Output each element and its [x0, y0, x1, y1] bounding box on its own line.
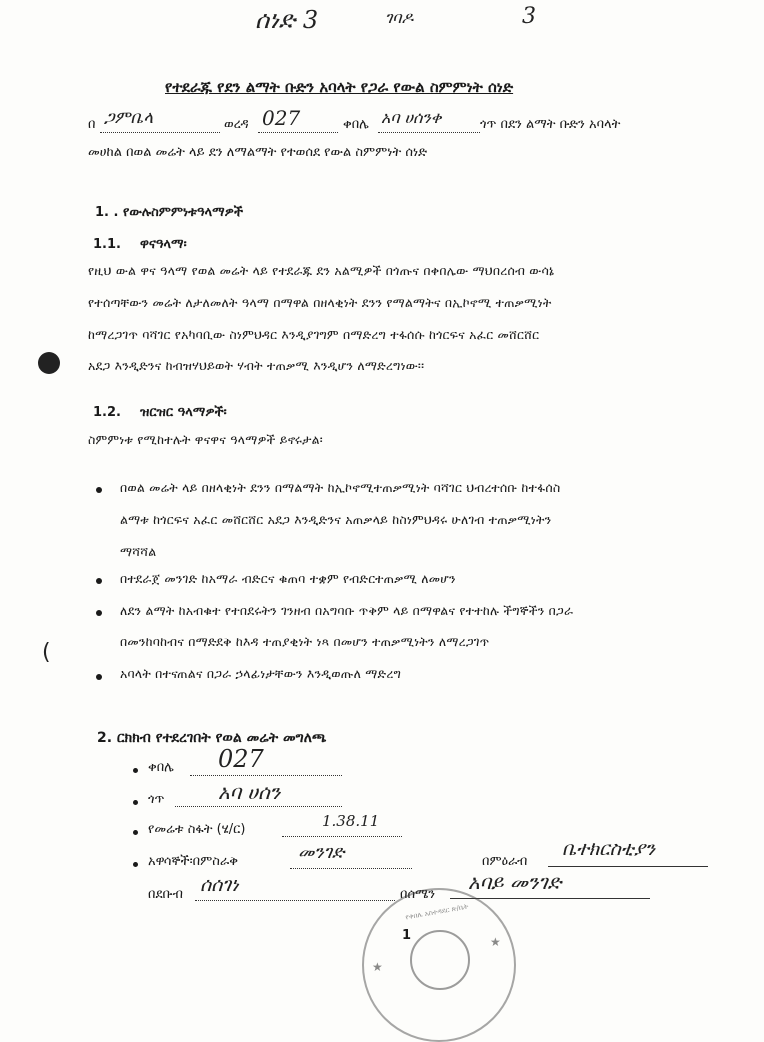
- stamp-text: የቀበሌ አስተዳደር ጽ/ቤት: [404, 902, 470, 922]
- sub2-number: 1.2.: [93, 405, 121, 420]
- item-got-line: [175, 806, 342, 807]
- bullet-dot: [133, 800, 138, 805]
- item-south-value: ሰሰገነ: [200, 874, 239, 896]
- bullet-dot: [96, 578, 102, 584]
- item-got-label: ጎጥ: [148, 792, 165, 807]
- woreda-value: 027: [262, 106, 301, 130]
- punch-hole: [38, 352, 60, 374]
- stamp-star-icon: ★: [490, 935, 501, 949]
- sub1-number: 1.1.: [93, 237, 121, 252]
- item-kebele-value: 027: [218, 745, 264, 773]
- bullet-2-line-1: በተደራጀ መንገድ ከአማራ ብድርና ቁጠባ ተቋም የብድርተጠቃሚ ለመሆን: [120, 571, 456, 586]
- bullet-dot: [96, 674, 102, 680]
- zone-value: ጋምቤላ: [104, 108, 154, 128]
- bullet-dot: [96, 487, 102, 493]
- item-area-label: የመሬቱ ስፋት (ሄ/ር): [148, 822, 246, 837]
- bullet-dot: [96, 610, 102, 616]
- sub1-line-1: የዚህ ውል ዋና ዓላማ የወል መሬት ላይ የተደራጁ ደን አልሚዎች በጎጡና በቀበሌው ማህበረሰብ ውሳኔ: [88, 263, 555, 278]
- item-south-line: [195, 900, 395, 901]
- intro-line-2: መሀከል በወል መሬት ላይ ደን ለማልማት የተወሰደ የውል ስምምነት ሰነድ: [88, 145, 428, 160]
- bullet-3-line-1: ለደን ልማት ከአብቁተ የተበደሩትን ገንዘብ በአግባቡ ጥቅም ላይ በማዋልና የተተከሉ ችግኞችን በጋራ: [120, 603, 574, 618]
- section2-heading: 2. ርክክብ የተደረገበት የወል መሬት መግለጫ: [97, 730, 327, 746]
- sub1-line-3: ከማረጋገጥ ባሻገር የአካባቢው ስነምህዳር እንዲያገግም በማድረግ ተፋሰሱ ከጎርፍና አፈር መሸርሸር: [88, 327, 540, 342]
- item-north-value: አባይ መንገድ: [468, 870, 562, 894]
- document-title: የተደራጁ የደን ልማት ቡድን አባላት የጋራ የውል ስምምነት ሰነድ: [165, 78, 514, 96]
- intro-prefix: በ: [88, 117, 96, 132]
- top-note-right: 3: [522, 4, 536, 29]
- zone-fill-line: [100, 132, 220, 133]
- item-boundaries-label: አዋሳኞች፡በምስራቅ: [148, 854, 238, 869]
- scan-mark: (: [42, 640, 51, 665]
- sub1-line-4: አደጋ እንዲድንና ከብዝሃህይወት ሃብት ተጠቃሚ እንዲሆን ለማድረግነው፡፡: [88, 358, 425, 373]
- item-kebele-label: ቀበሌ: [148, 760, 174, 775]
- page-number: 1: [402, 928, 412, 943]
- bullet-3-line-2: በመንከባከብና በማድደቅ ከእዳ ተጠያቂነት ነጻ በመሆን ተጠቃሚነትን ለማረጋገጥ: [120, 634, 490, 649]
- sub2-intro: ስምምነቱ የሚከተሉት ዋናዋና ዓላማዎች ይኖሩታል፡: [88, 432, 323, 447]
- sub1-line-2: የተሰጣቸውን መሬት ለታለመለት ዓላማ በማዋል በዘላቂነት ደንን የማልማትና በኢኮኖሚ ተጠቃሚነት: [88, 295, 552, 310]
- kebele-fill-line: [378, 132, 480, 133]
- top-note-left: ሰነድ 3: [255, 6, 319, 34]
- bullet-1-line-3: ማሻሻል: [120, 544, 157, 559]
- bullet-4-line-1: አባላት በተናጠልና በጋራ ኃላፊነታቸውን እንዲወጡለ ማድረግ: [120, 666, 402, 681]
- item-south-label: በደቡብ: [148, 887, 183, 902]
- item-got-value: አባ ሀሰን: [218, 780, 281, 804]
- stamp-star-icon: ★: [372, 960, 383, 974]
- item-west-line: [548, 866, 708, 867]
- top-note-middle: ገባዶ: [385, 8, 414, 27]
- woreda-label: ወረዳ: [224, 117, 249, 132]
- bullet-dot: [133, 768, 138, 773]
- woreda-fill-line: [258, 132, 338, 133]
- kebele-value: አባ ሀሰንቀ: [381, 108, 442, 127]
- stamp-emblem: [410, 930, 470, 990]
- sub1-title: ዋናዓላማ፡: [140, 237, 187, 252]
- bullet-dot: [133, 830, 138, 835]
- item-boundaries-value: መንገድ: [298, 842, 345, 863]
- item-north-label: በሰሜን: [400, 887, 436, 902]
- item-area-line: [282, 836, 402, 837]
- bullet-1-line-2: ልማቱ ከጎርፍና አፈር መሸርሸር አደጋ እንዲድንና አጠቃላይ ከስነምህዳሩ ሁለገብ ተጠቃሚነትን: [120, 512, 552, 527]
- item-boundaries-line: [290, 868, 412, 869]
- kebele-label: ቀበሌ: [343, 117, 369, 132]
- item-kebele-line: [190, 775, 342, 776]
- intro-suffix: ጎጥ በደን ልማት ቡድን አባላት: [480, 117, 621, 132]
- sub2-title: ዝርዝር ዓላማዎች፡: [140, 405, 227, 420]
- bullet-dot: [133, 862, 138, 867]
- item-west-value: ቤተክርስቲያን: [562, 838, 656, 860]
- item-area-value: 1.38.11: [322, 812, 380, 830]
- bullet-1-line-1: በወል መሬት ላይ በዘላቂነት ደንን በማልማት ከኢኮኖሚተጠቃሚነት ባሻገር ህብረተሰቡ ከተፋሰስ: [120, 480, 561, 495]
- section1-heading: 1. . የውሉስምምነቱዓላማዎች: [95, 205, 244, 220]
- item-west-label: በምዕራብ: [482, 854, 528, 869]
